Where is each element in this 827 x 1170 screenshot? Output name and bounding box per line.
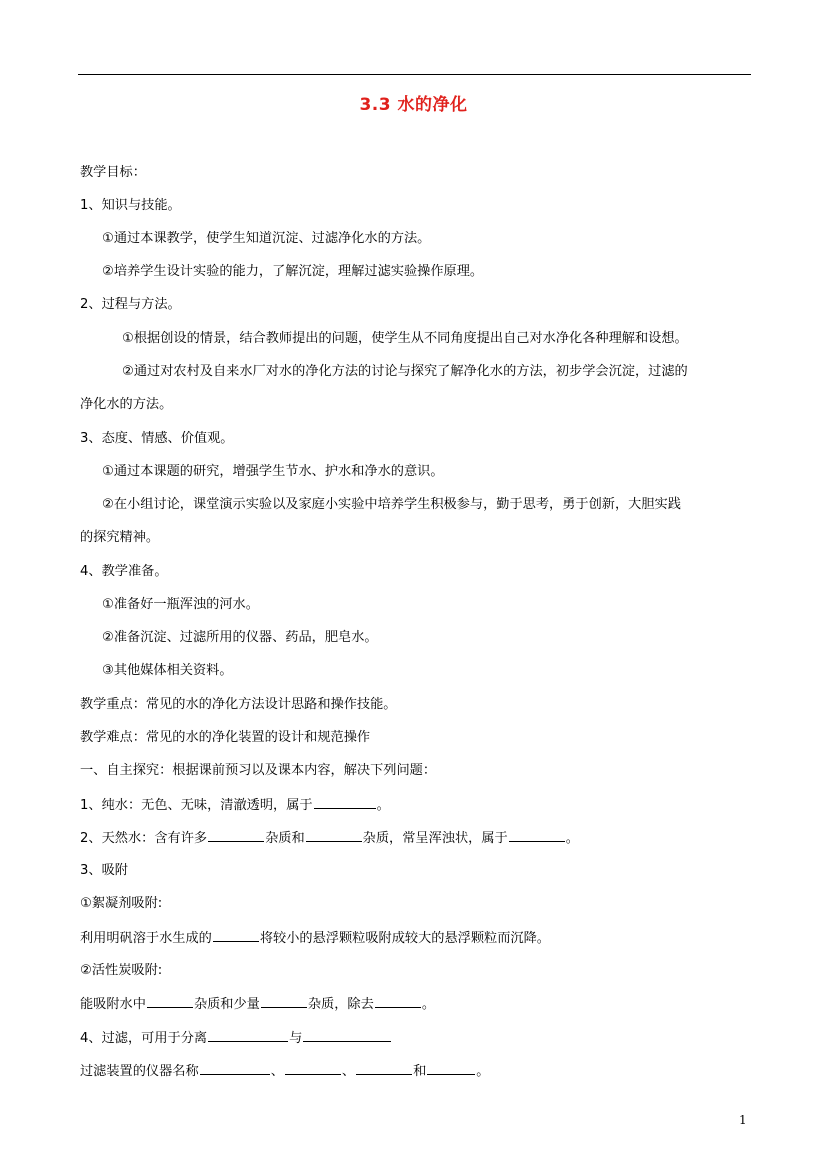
question-text: 、 [341,1064,356,1079]
question-text: 将较小的悬浮颗粒吸附成较大的悬浮颗粒而沉降。 [259,931,550,946]
text-line: 一、自主探究：根据课前预习以及课本内容，解决下列问题： [80,763,437,778]
page-number: 1 [739,1113,747,1127]
question-line [80,1029,752,1048]
header-rule [78,74,751,75]
text-line: 净化水的方法。 [80,397,173,412]
question-text: 杂质和少量 [193,997,260,1012]
text-line: 教学难点：常见的水的净化装置的设计和规范操作 [80,730,371,745]
question-text: 利用明矾溶于水生成的 [80,931,212,946]
text-line: 4、教学准备。 [80,564,168,579]
question-text: 。 [476,1064,490,1079]
question-line [80,796,752,815]
answer-blank[interactable] [200,1062,270,1075]
text-line: ③其他媒体相关资料。 [102,663,233,678]
question-text: 。 [376,798,390,813]
text-line: ②培养学生设计实验的能力，了解沉淀，理解过滤实验操作原理。 [102,264,484,279]
answer-blank[interactable] [314,796,376,809]
question-text: 4、过滤，可用于分离 [80,1031,208,1046]
question-text: 过滤装置的仪器名称 [80,1064,199,1079]
text-line: ①准备好一瓶浑浊的河水。 [102,597,259,612]
answer-blank[interactable] [375,995,421,1008]
question-line [80,995,752,1014]
answer-blank[interactable] [303,1029,391,1042]
question-text: 杂质，常呈浑浊状，属于 [362,831,508,846]
answer-blank[interactable] [306,829,362,842]
answer-blank[interactable] [427,1062,475,1075]
question-text: 。 [421,997,435,1012]
answer-blank[interactable] [213,929,259,942]
text-line: ①根据创设的情景，结合教师提出的问题，使学生从不同角度提出自己对水净化各种理解和设想。 [122,331,688,346]
text-line: ②活性炭吸附: [80,963,163,978]
question-text: 杂质和 [265,831,305,846]
text-line: 教学重点：常见的水的净化方法设计思路和操作技能。 [80,697,397,712]
question-text: 和 [413,1064,427,1079]
question-text: 杂质，除去 [307,997,374,1012]
question-text: 与 [289,1031,303,1046]
answer-blank[interactable] [285,1062,341,1075]
question-text: 1、纯水：无色、无味，清澈透明，属于 [80,798,313,813]
question-text: 。 [565,831,579,846]
answer-blank[interactable] [261,995,307,1008]
text-line: ①通过本课教学，使学生知道沉淀、过滤净化水的方法。 [102,231,431,246]
question-line [80,1062,752,1081]
text-line: ②通过对农村及自来水厂对水的净化方法的讨论与探究了解净化水的方法，初步学会沉淀，过滤的 [122,364,688,379]
question-line [80,829,752,848]
page-title: 3.3 水的净化 [359,95,468,115]
question-text: 2、天然水：含有许多 [80,831,208,846]
text-line: 2、过程与方法。 [80,297,181,312]
text-line: 教学目标： [80,165,146,180]
text-line: ①通过本课题的研究，增强学生节水、护水和净水的意识。 [102,464,444,479]
question-line [80,929,752,948]
text-line: ②准备沉淀、过滤所用的仪器、药品，肥皂水。 [102,630,378,645]
text-line: ①絮凝剂吸附: [80,896,163,911]
question-text: 能吸附水中 [80,997,146,1012]
text-line: 的探究精神。 [80,530,160,545]
text-line: 3、吸附 [80,863,128,878]
answer-blank[interactable] [147,995,193,1008]
question-text: 、 [270,1064,284,1079]
text-line: 1、知识与技能。 [80,198,181,213]
text-line: ②在小组讨论，课堂演示实验以及家庭小实验中培养学生积极参与，勤于思考，勇于创新，大胆实践 [102,497,681,512]
answer-blank[interactable] [356,1062,412,1075]
answer-blank[interactable] [509,829,565,842]
answer-blank[interactable] [208,829,264,842]
text-line: 3、态度、情感、价值观。 [80,431,234,446]
answer-blank[interactable] [208,1029,288,1042]
